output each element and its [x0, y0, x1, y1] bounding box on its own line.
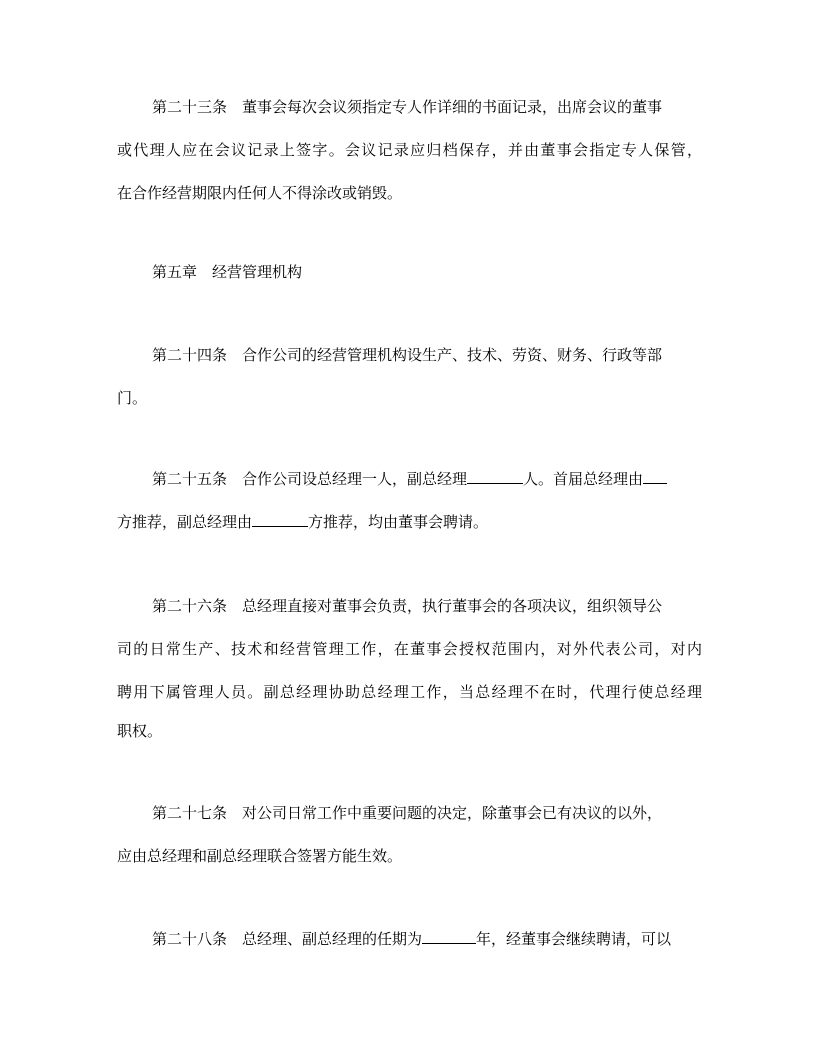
article-25-line-1 [152, 469, 702, 489]
article-23-number: 第二十三条 [152, 98, 228, 116]
article-28-text-a: 总经理、副总经理的任期为 [242, 930, 423, 948]
article-27-number: 第二十七条 [152, 804, 228, 822]
vice-gm-party-blank[interactable] [252, 512, 308, 527]
article-23-text: 董事会每次会议须指定专人作详细的书面记录，出席会议的董事 [242, 98, 663, 116]
article-23-line-1 [152, 97, 702, 117]
first-gm-party-blank[interactable] [643, 469, 667, 484]
article-26-number: 第二十六条 [152, 597, 228, 615]
article-25-text-d: 方推荐，均由董事会聘请。 [308, 513, 489, 531]
article-24-line-1 [152, 345, 702, 365]
article-26-line-1 [152, 596, 702, 616]
article-25-text-a: 合作公司设总经理一人，副总经理 [242, 470, 468, 488]
article-25-text-c: 方推荐，副总经理由 [117, 513, 253, 531]
article-24-line-2: 门。 [117, 389, 148, 407]
article-27-line-2: 应由总经理和副总经理联合签署方能生效。 [117, 847, 403, 865]
article-28-number: 第二十八条 [152, 930, 228, 948]
vice-gm-count-blank[interactable] [467, 469, 523, 484]
article-28-text-b: 年，经董事会继续聘请，可以 [476, 930, 672, 948]
article-27-line-1 [152, 803, 702, 823]
article-27-text: 对公司日常工作中重要问题的决定，除董事会已有决议的以外， [242, 804, 663, 822]
article-25-line-2 [117, 512, 702, 532]
chapter-5-number: 第五章 [152, 263, 198, 281]
chapter-5-heading [152, 262, 702, 282]
article-26-line-3: 聘用下属管理人员。副总经理协助总经理工作，当总经理不在时，代理行使总经理 [117, 683, 702, 701]
article-28-line-1 [152, 929, 702, 949]
article-25-text-b: 人。首届总经理由 [523, 470, 644, 488]
article-26-text: 总经理直接对董事会负责，执行董事会的各项决议，组织领导公 [242, 597, 663, 615]
article-24-text: 合作公司的经营管理机构设生产、技术、劳资、财务、行政等部 [242, 346, 663, 364]
article-25-number: 第二十五条 [152, 470, 228, 488]
article-23-line-2: 或代理人应在会议记录上签字。会议记录应归档保存，并由董事会指定专人保管， [117, 141, 702, 159]
article-24-number: 第二十四条 [152, 346, 228, 364]
article-23-line-3: 在合作经营期限内任何人不得涂改或销毁。 [117, 184, 403, 202]
article-26-line-2: 司的日常生产、技术和经营管理工作，在董事会授权范围内，对外代表公司，对内 [117, 640, 702, 658]
term-years-blank[interactable] [422, 929, 476, 944]
article-26-line-4: 职权。 [117, 722, 163, 740]
chapter-5-title: 经营管理机构 [212, 263, 303, 281]
